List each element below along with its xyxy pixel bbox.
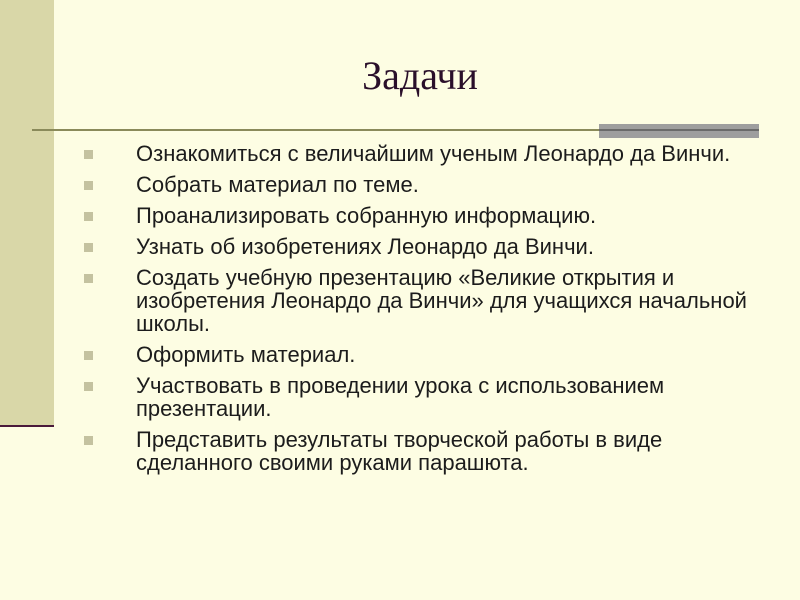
list-item-text: Создать учебную презентацию «Великие открытия и изобретения Леонардо да Винчи» для учащихся начальной школы. [136, 265, 747, 336]
list-item-text: Ознакомиться с величайшим ученым Леонардо да Винчи. [136, 141, 731, 166]
list-item [84, 142, 764, 165]
title-divider [32, 129, 599, 131]
square-bullet-icon [84, 150, 93, 159]
title-accent-line [599, 129, 759, 131]
square-bullet-icon [84, 274, 93, 283]
side-accent-underline [0, 425, 54, 427]
list-item-text: Узнать об изобретениях Леонардо да Винчи. [136, 234, 594, 259]
task-list [84, 142, 764, 482]
list-item-text: Оформить материал. [136, 342, 356, 367]
slide-title: Задачи [362, 53, 478, 98]
square-bullet-icon [84, 181, 93, 190]
list-item [84, 266, 764, 335]
title-accent-block [599, 124, 759, 138]
list-item [84, 235, 764, 258]
list-item [84, 343, 764, 366]
list-item-text: Участвовать в проведении урока с использованием презентации. [136, 373, 665, 421]
list-item-text: Собрать материал по теме. [136, 172, 419, 197]
list-item-text: Представить результаты творческой работы в виде сделанного своими руками парашюта. [136, 427, 663, 475]
square-bullet-icon [84, 212, 93, 221]
list-item [84, 173, 764, 196]
square-bullet-icon [84, 436, 93, 445]
square-bullet-icon [84, 243, 93, 252]
list-item [84, 374, 764, 420]
list-item [84, 428, 764, 474]
square-bullet-icon [84, 382, 93, 391]
square-bullet-icon [84, 351, 93, 360]
list-item [84, 204, 764, 227]
list-item-text: Проанализировать собранную информацию. [136, 203, 597, 228]
